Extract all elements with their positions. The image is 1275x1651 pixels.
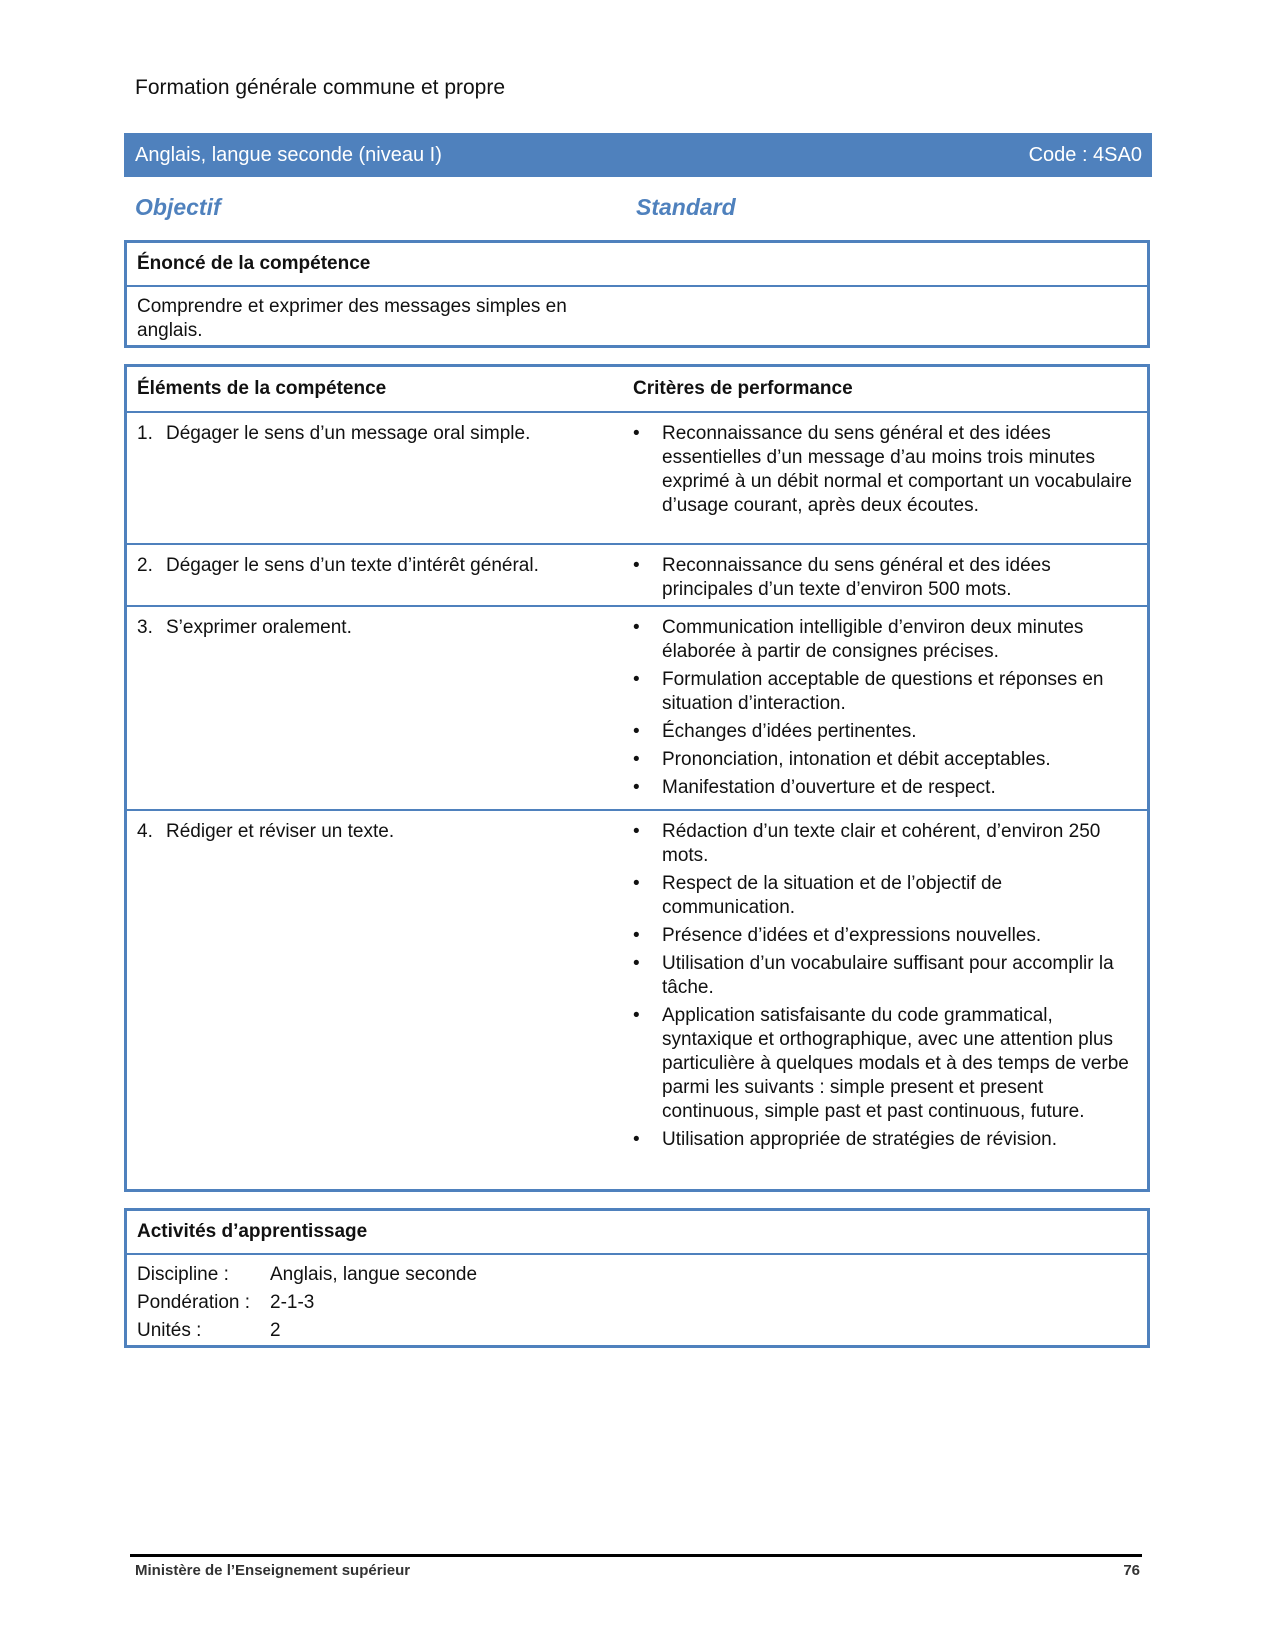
activity-row-ponderation: Pondération : 2-1-3 [137, 1292, 315, 1313]
course-code: Code : 4SA0 [1028, 143, 1142, 166]
table-row [127, 413, 1147, 545]
criterion-item: • Reconnaissance du sens général et des idées essentielles d’un message d’au moins trois minutes exprimé à un débit normal et comportant un vocabulaire d’usage courant, après deux écoutes. [633, 423, 1132, 516]
element-text: Dégager le sens d’un message oral simple. [166, 423, 531, 444]
bullet-icon: • [633, 777, 640, 798]
activites-title: Activités d’apprentissage [127, 1211, 1147, 1255]
criterion-item: • Manifestation d’ouverture et de respect. [633, 777, 996, 798]
objectif-heading: Objectif [135, 194, 221, 220]
criterion-item: • Prononciation, intonation et débit acceptables. [633, 749, 1051, 770]
criterion-item: • Utilisation appropriée de stratégies de révision. [633, 1129, 1057, 1150]
bullet-icon: • [633, 925, 640, 946]
bullet-icon: • [633, 423, 640, 444]
table-row [127, 545, 1147, 607]
table-row [127, 811, 1147, 1187]
bullet-icon: • [633, 721, 640, 742]
elements-table [124, 364, 1150, 1192]
elements-table-header [127, 367, 1147, 413]
footer-ministry: Ministère de l’Enseignement supérieur [135, 1562, 411, 1579]
bullet-icon: • [633, 821, 640, 842]
bullet-icon: • [633, 555, 640, 576]
enonce-box [124, 240, 1150, 348]
section-title: Formation générale commune et propre [135, 76, 506, 99]
course-title: Anglais, langue seconde (niveau I) [135, 143, 442, 166]
activity-row-unites: Unités : 2 [137, 1320, 281, 1341]
footer-divider [130, 1554, 1142, 1557]
enonce-title: Énoncé de la compétence [127, 243, 1147, 287]
elements-column-title: Éléments de la compétence [137, 378, 387, 399]
element-number: 3. [137, 617, 153, 638]
criterion-item: • Respect de la situation et de l’objectif de communication. [633, 873, 1003, 918]
criterion-item: • Formulation acceptable de questions et réponses en situation d’interaction. [633, 669, 1104, 714]
element-number: 4. [137, 821, 153, 842]
criterion-item: • Application satisfaisante du code grammatical, syntaxique et orthographique, avec une attention plus particulière à quelques modals et à des temps de verbe parmi les suivants : simple present et present continuous, simple past et past continuous, future. [633, 1005, 1129, 1122]
criterion-item: • Rédaction d’un texte clair et cohérent, d’environ 250 mots. [633, 821, 1101, 866]
bullet-icon: • [633, 617, 640, 638]
enonce-text: Comprendre et exprimer des messages simples en anglais. [137, 296, 567, 341]
criterion-item: • Présence d’idées et d’expressions nouvelles. [633, 925, 1042, 946]
page-footer [135, 1562, 1140, 1579]
bullet-icon: • [633, 1129, 640, 1150]
bullet-icon: • [633, 873, 640, 894]
element-text: Dégager le sens d’un texte d’intérêt général. [166, 555, 539, 576]
criteres-column-title: Critères de performance [633, 378, 853, 399]
criterion-item: • Reconnaissance du sens général et des idées principales d’un texte d’environ 500 mots. [633, 555, 1051, 600]
bullet-icon: • [633, 953, 640, 974]
criterion-item: • Utilisation d’un vocabulaire suffisant pour accomplir la tâche. [633, 953, 1114, 998]
criterion-item: • Échanges d’idées pertinentes. [633, 721, 917, 742]
element-number: 2. [137, 555, 153, 576]
course-header-bar [124, 133, 1152, 177]
activites-box [124, 1208, 1150, 1348]
element-text: Rédiger et réviser un texte. [166, 821, 395, 842]
element-number: 1. [137, 423, 153, 444]
criterion-item: • Communication intelligible d’environ deux minutes élaborée à partir de consignes précises. [633, 617, 1084, 662]
bullet-icon: • [633, 669, 640, 690]
table-row [127, 607, 1147, 811]
standard-heading: Standard [636, 194, 736, 220]
bullet-icon: • [633, 749, 640, 770]
page-number: 76 [1123, 1562, 1140, 1579]
bullet-icon: • [633, 1005, 640, 1026]
element-text: S’exprimer oralement. [166, 617, 352, 638]
activity-row-discipline: Discipline : Anglais, langue seconde [137, 1264, 478, 1285]
